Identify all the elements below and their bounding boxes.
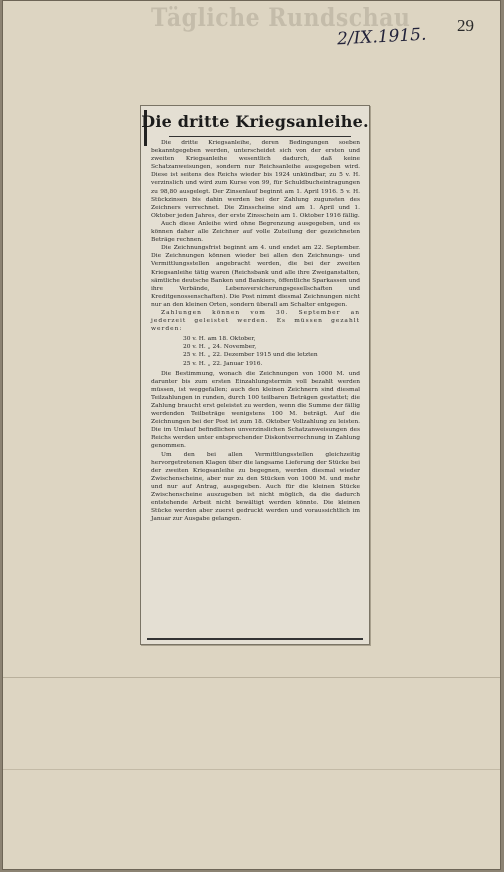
newspaper-clipping: [140, 105, 370, 645]
payment-item: 25 v. H. „ 22. Dezember 1915 und die letzten: [183, 352, 318, 359]
article-paragraph: Die dritte Kriegsanleihe, deren Bedingungen soeben bekanntgegeben werden, unterscheidet sich von der ersten und zweiten Kriegsanleihe wesentlich dadurch, daß keine Schatzanweisungen, sondern nur Reichsanleihe ausgegeben wird. Diese ist seitens des Reichs wieder bis 1924 unkündbar, zu 5 v. H. verzinslich und wird zum Kurse von 99, für Schuldbucheintragungen zu 98,80 ausgelegt. Der Zinsenlauf beginnt am 1. April 1916. 5 v. H. Stückzinsen bis dahin werden bei der Zahlung zugunsten des Zeichners verrechnet. Die Zinsscheine sind am 1. April und 1. Oktober jeden Jahres, der erste Zinsschein am 1. Oktober 1916 fällig.: [151, 140, 360, 219]
page-number: 29: [457, 16, 474, 35]
article-paragraph: Die Zeichnungsfrist beginnt am 4. und endet am 22. September. Die Zeichnungen können wieder bei allen den Zeichnungs- und Vermittlungsstellen angebracht werden, die bei der zweiten Kriegsanleihe tätig waren (Reichsbank und alle ihre Zweiganstalten, sämtliche deutsche Banken und Bankiers, öffentliche Sparkassen und ihre Verbände, Lebensversicherungsgesellschaften und Kreditgenossenschaften). Die Post nimmt diesmal Zeichnungen nicht nur an den kleinen Orten, sondern überall am Schalter entgegen.: [151, 245, 360, 308]
headline-rule: [169, 136, 351, 137]
article-body: [151, 139, 360, 523]
payment-item: 25 v. H. „ 22. Januar 1916.: [183, 360, 263, 367]
clipping-bottom-rule: [147, 638, 363, 640]
newspaper-name-stamp: Tägliche Rundschau: [151, 3, 411, 33]
fold-line: [3, 769, 500, 770]
payment-item: 30 v. H. am 18. Oktober,: [183, 336, 256, 343]
article-headline: Die dritte Kriegsanleihe.: [141, 112, 369, 131]
handwritten-date: 2/IX.1915.: [336, 24, 427, 50]
article-paragraph: Die Bestimmung, wonach die Zeichnungen von 1000 M. und darunter bis zum ersten Einzahlungstermin voll bezahlt werden müssen, ist weggefallen; auch den kleinen Zeichnern sind diesmal Teilzahlungen in runden, durch 100 teilbaren Beträgen gestattet; die Zahlung braucht erst geleistet zu werden, wenn die Summe der fällig werdenden Teilbeträge wenigstens 100 M. beträgt. Auf die Zeichnungen bei der Post ist zum 18. Oktober Vollzahlung zu leisten. Die im Umlauf befindlichen unverzinslichen Schatzanweisungen des Reichs werden unter entsprechender Diskontverrechnung in Zahlung genommen.: [151, 370, 360, 450]
payments-intro: Zahlungen können vom 30. September an jederzeit geleistet werden. Es müssen gezahlt werden:: [151, 309, 360, 333]
article-paragraph: Auch diese Anleihe wird ohne Begrenzung ausgegeben, und es können daher alle Zeichner auf volle Zuteilung der gezeichneten Beträge rechnen.: [151, 220, 360, 244]
payment-schedule: [183, 335, 360, 367]
fold-line: [3, 677, 500, 678]
archive-sheet: [2, 0, 501, 870]
payment-item: 20 v. H. „ 24. November,: [183, 344, 257, 351]
article-paragraph: Um den bei allen Vermittlungsstellen gleichzeitig hervorgetretenen Klagen über die langsame Lieferung der Stücke bei der zweiten Kriegsanleihe zu begegnen, werden diesmal wieder Zwischenscheine, aber nur zu den Stücken von 1000 M. und mehr und nur auf Antrag, ausgegeben. Auch für die kleinen Stücke Zwischenscheine auszugeben ist nicht möglich, da die dadurch entstehende Arbeit nicht bewältigt werden könnte. Die kleinen Stücke werden aber zuerst gedruckt werden und voraussichtlich im Januar zur Ausgabe gelangen.: [151, 451, 360, 523]
